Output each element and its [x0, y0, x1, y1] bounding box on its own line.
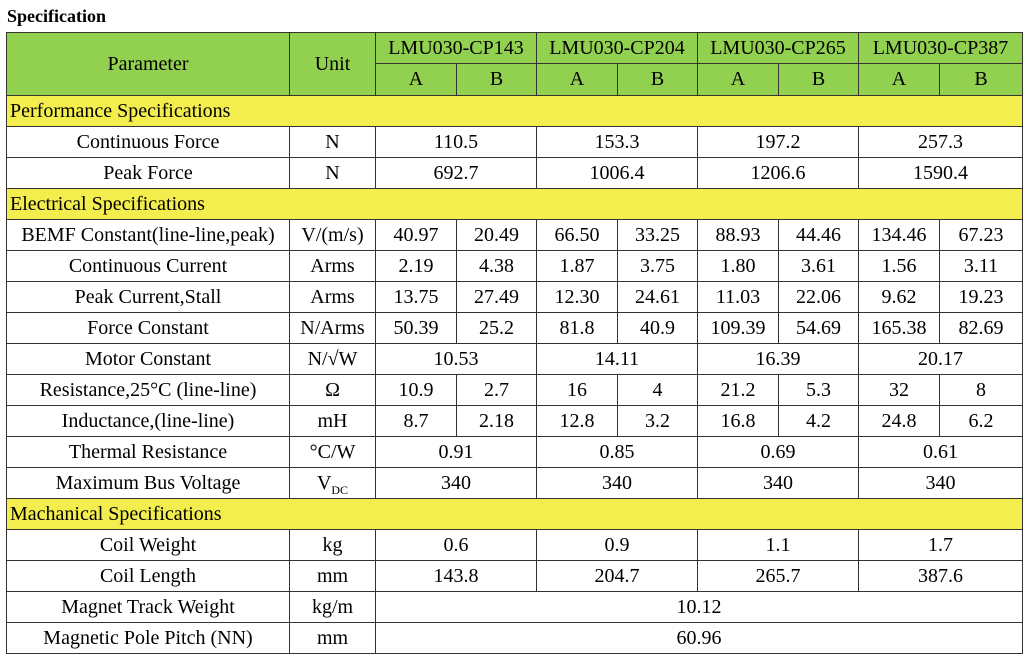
value-cell: 3.61	[779, 251, 859, 282]
header-variant: B	[457, 64, 537, 96]
param-cell: Force Constant	[7, 313, 290, 344]
value-cell: 0.85	[537, 437, 698, 468]
value-cell: 44.46	[779, 220, 859, 251]
value-cell: 8	[940, 375, 1023, 406]
param-cell: Maximum Bus Voltage	[7, 468, 290, 499]
value-cell: 153.3	[537, 127, 698, 158]
value-cell: 1.56	[859, 251, 940, 282]
header-model: LMU030-CP143	[376, 33, 537, 64]
param-cell: Coil Length	[7, 561, 290, 592]
header-variant: B	[618, 64, 698, 96]
value-cell: 8.7	[376, 406, 457, 437]
value-cell: 1.1	[698, 530, 859, 561]
unit-cell: kg/m	[290, 592, 376, 623]
value-cell: 2.7	[457, 375, 537, 406]
table-row	[7, 375, 1023, 406]
header-parameter: Parameter	[7, 33, 290, 96]
value-cell: 25.2	[457, 313, 537, 344]
value-cell: 32	[859, 375, 940, 406]
unit-cell: V/(m/s)	[290, 220, 376, 251]
value-cell: 6.2	[940, 406, 1023, 437]
value-cell: 3.11	[940, 251, 1023, 282]
unit-cell: N	[290, 127, 376, 158]
param-cell: Continuous Force	[7, 127, 290, 158]
header-variant: B	[940, 64, 1023, 96]
value-cell: 40.97	[376, 220, 457, 251]
value-cell: 2.18	[457, 406, 537, 437]
table-row	[7, 592, 1023, 623]
value-cell: 143.8	[376, 561, 537, 592]
value-cell: 24.61	[618, 282, 698, 313]
value-cell: 66.50	[537, 220, 618, 251]
value-cell: 54.69	[779, 313, 859, 344]
value-cell: 340	[698, 468, 859, 499]
value-cell: 4.2	[779, 406, 859, 437]
value-cell: 11.03	[698, 282, 779, 313]
value-cell: 340	[859, 468, 1023, 499]
unit-cell: mm	[290, 623, 376, 654]
value-cell: 109.39	[698, 313, 779, 344]
param-cell: Peak Current,Stall	[7, 282, 290, 313]
value-cell: 0.91	[376, 437, 537, 468]
section-row	[7, 499, 1023, 530]
value-cell: 67.23	[940, 220, 1023, 251]
value-cell: 387.6	[859, 561, 1023, 592]
value-cell: 340	[376, 468, 537, 499]
param-cell: Inductance,(line-line)	[7, 406, 290, 437]
table-row	[7, 623, 1023, 654]
value-cell: 1.7	[859, 530, 1023, 561]
header-model: LMU030-CP204	[537, 33, 698, 64]
unit-cell: Arms	[290, 282, 376, 313]
header-model: LMU030-CP387	[859, 33, 1023, 64]
unit-cell: °C/W	[290, 437, 376, 468]
section-electrical: Electrical Specifications	[7, 189, 1023, 220]
value-cell: 14.11	[537, 344, 698, 375]
unit-cell: N/Arms	[290, 313, 376, 344]
param-cell: Thermal Resistance	[7, 437, 290, 468]
value-cell: 1590.4	[859, 158, 1023, 189]
value-cell: 3.75	[618, 251, 698, 282]
value-cell: 0.69	[698, 437, 859, 468]
table-row	[7, 344, 1023, 375]
value-cell: 1.80	[698, 251, 779, 282]
table-row	[7, 313, 1023, 344]
param-cell: Motor Constant	[7, 344, 290, 375]
unit-cell	[290, 468, 376, 499]
value-cell: 16.39	[698, 344, 859, 375]
param-cell: BEMF Constant(line-line,peak)	[7, 220, 290, 251]
value-cell: 1006.4	[537, 158, 698, 189]
header-unit: Unit	[290, 33, 376, 96]
param-cell: Coil Weight	[7, 530, 290, 561]
value-cell: 197.2	[698, 127, 859, 158]
value-cell: 10.9	[376, 375, 457, 406]
value-cell: 22.06	[779, 282, 859, 313]
value-cell: 3.2	[618, 406, 698, 437]
table-row	[7, 406, 1023, 437]
value-cell: 0.9	[537, 530, 698, 561]
table-row	[7, 251, 1023, 282]
value-cell: 4.38	[457, 251, 537, 282]
param-cell: Magnet Track Weight	[7, 592, 290, 623]
header-variant: A	[537, 64, 618, 96]
value-cell: 50.39	[376, 313, 457, 344]
value-cell: 81.8	[537, 313, 618, 344]
value-cell: 110.5	[376, 127, 537, 158]
table-row	[7, 530, 1023, 561]
value-cell: 1.87	[537, 251, 618, 282]
value-cell: 12.30	[537, 282, 618, 313]
value-cell: 5.3	[779, 375, 859, 406]
value-cell: 692.7	[376, 158, 537, 189]
unit-cell: mm	[290, 561, 376, 592]
value-cell: 10.53	[376, 344, 537, 375]
section-performance: Performance Specifications	[7, 96, 1023, 127]
value-cell: 24.8	[859, 406, 940, 437]
header-row-models	[7, 33, 1023, 64]
table-row	[7, 437, 1023, 468]
unit-subscript: DC	[331, 482, 349, 497]
table-row	[7, 220, 1023, 251]
value-cell: 13.75	[376, 282, 457, 313]
value-cell: 265.7	[698, 561, 859, 592]
value-cell: 19.23	[940, 282, 1023, 313]
table-row	[7, 468, 1023, 499]
value-cell: 16.8	[698, 406, 779, 437]
value-cell: 4	[618, 375, 698, 406]
unit-cell: N	[290, 158, 376, 189]
table-row	[7, 158, 1023, 189]
value-cell: 88.93	[698, 220, 779, 251]
value-cell: 12.8	[537, 406, 618, 437]
value-cell: 20.49	[457, 220, 537, 251]
value-cell: 20.17	[859, 344, 1023, 375]
value-cell: 134.46	[859, 220, 940, 251]
table-row	[7, 127, 1023, 158]
value-cell: 204.7	[537, 561, 698, 592]
section-mechanical: Machanical Specifications	[7, 499, 1023, 530]
unit-cell: Arms	[290, 251, 376, 282]
value-cell: 340	[537, 468, 698, 499]
page-title: Specification	[7, 6, 106, 26]
unit-cell: kg	[290, 530, 376, 561]
specification-table	[6, 32, 1023, 654]
value-cell: 165.38	[859, 313, 940, 344]
unit-cell: Ω	[290, 375, 376, 406]
header-variant: A	[698, 64, 779, 96]
value-cell: 1206.6	[698, 158, 859, 189]
param-cell: Peak Force	[7, 158, 290, 189]
header-model: LMU030-CP265	[698, 33, 859, 64]
param-cell: Continuous Current	[7, 251, 290, 282]
value-cell: 0.6	[376, 530, 537, 561]
unit-cell: mH	[290, 406, 376, 437]
value-cell: 82.69	[940, 313, 1023, 344]
value-cell: 60.96	[376, 623, 1023, 654]
unit-cell: N/√W	[290, 344, 376, 375]
param-cell: Resistance,25°C (line-line)	[7, 375, 290, 406]
value-cell: 33.25	[618, 220, 698, 251]
section-row	[7, 96, 1023, 127]
value-cell: 21.2	[698, 375, 779, 406]
section-row	[7, 189, 1023, 220]
value-cell: 257.3	[859, 127, 1023, 158]
table-row	[7, 282, 1023, 313]
value-cell: 40.9	[618, 313, 698, 344]
value-cell: 2.19	[376, 251, 457, 282]
value-cell: 27.49	[457, 282, 537, 313]
header-variant: A	[376, 64, 457, 96]
param-cell: Magnetic Pole Pitch (NN)	[7, 623, 290, 654]
table-row	[7, 561, 1023, 592]
value-cell: 9.62	[859, 282, 940, 313]
value-cell: 0.61	[859, 437, 1023, 468]
value-cell: 10.12	[376, 592, 1023, 623]
header-variant: B	[779, 64, 859, 96]
unit-main: V	[316, 471, 332, 494]
value-cell: 16	[537, 375, 618, 406]
header-variant: A	[859, 64, 940, 96]
